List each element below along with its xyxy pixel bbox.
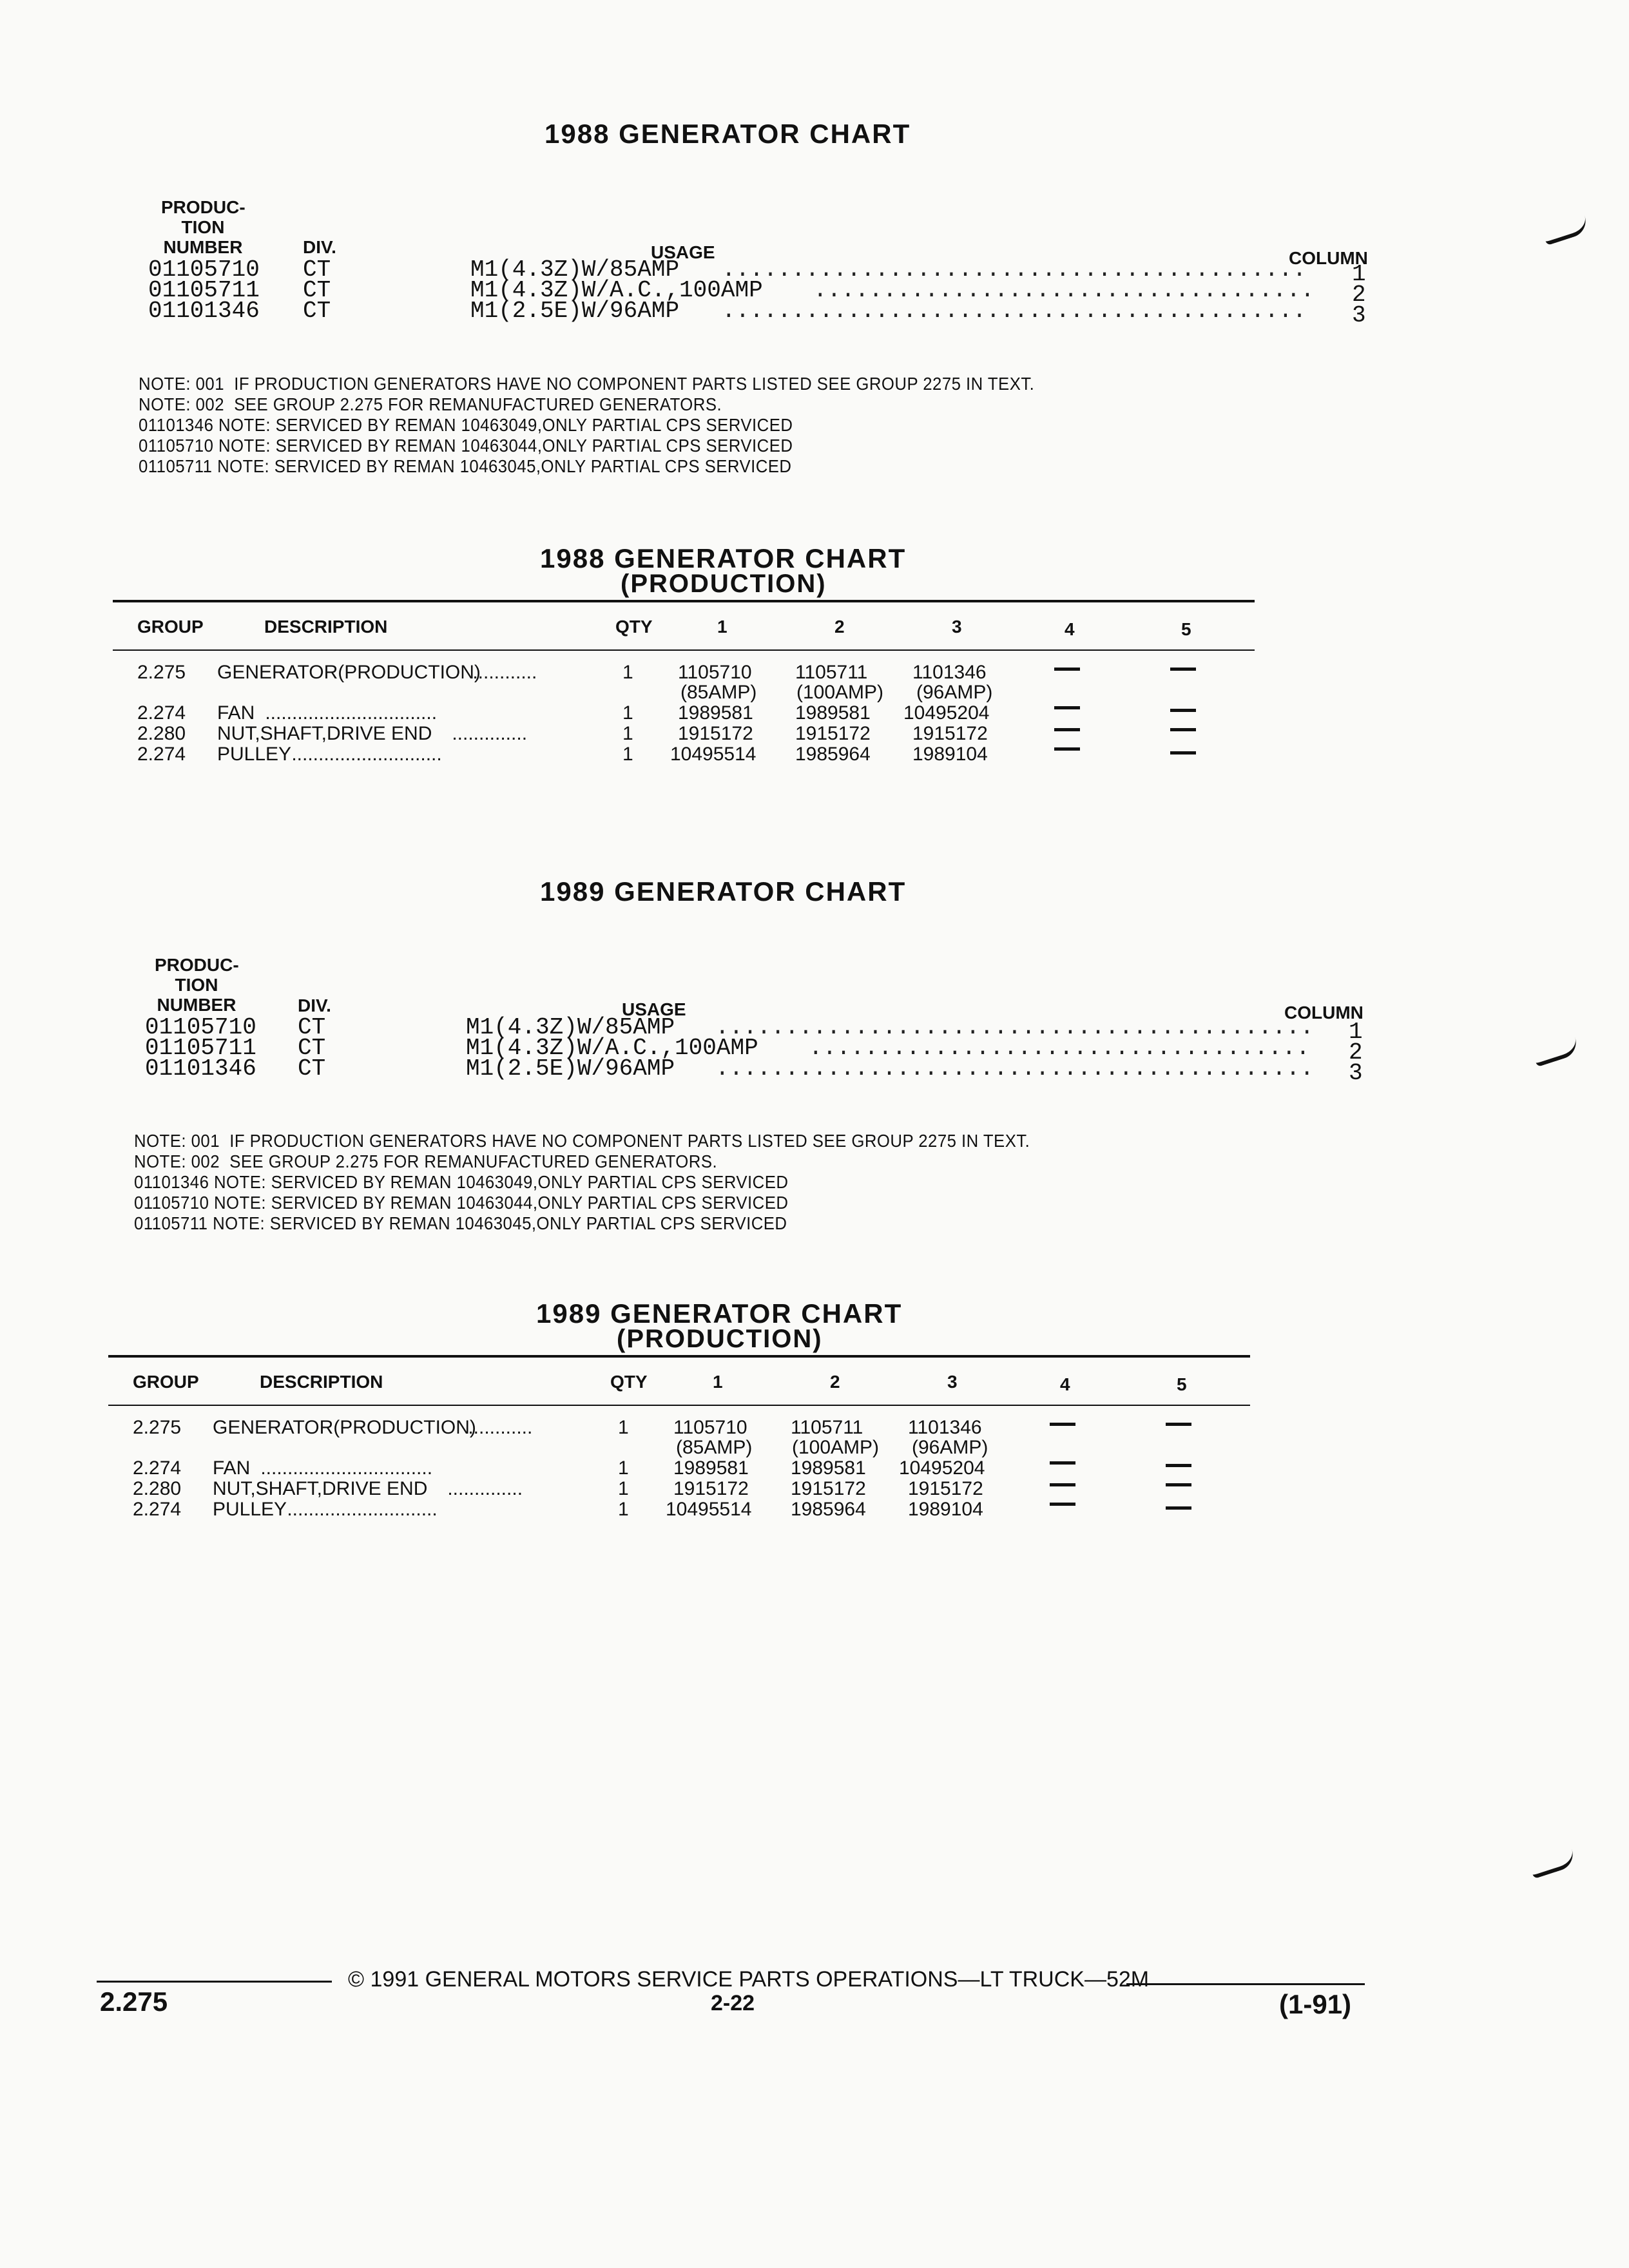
empty-cell-dash	[1170, 668, 1196, 671]
group-cell: 2.280	[137, 723, 186, 744]
revision-date: (1-91)	[1279, 1989, 1352, 2019]
group-cell: 2.274	[133, 1499, 182, 1520]
col-2-cell: 1985964	[791, 1499, 866, 1520]
col-3-header: 3	[947, 1372, 958, 1392]
description-cell: PULLEY	[217, 744, 292, 765]
empty-cell-dash	[1054, 706, 1080, 709]
page-number: 2-22	[711, 1991, 755, 2015]
description-cell: FAN	[217, 702, 255, 724]
description-cell: NUT,SHAFT,DRIVE END	[217, 723, 432, 744]
chart-subtitle: (PRODUCTION)	[621, 570, 827, 598]
qty-cell: 1	[618, 1499, 629, 1520]
production-number: 01105710	[145, 1014, 256, 1041]
footer-rule-right	[1126, 1983, 1365, 1985]
col-2-header: 2	[834, 617, 845, 637]
empty-cell-dash	[1166, 1483, 1191, 1486]
note: NOTE: 001 IF PRODUCTION GENERATORS HAVE NO COMPONENT PARTS LISTED SEE GROUP 2275 IN TEXT.	[139, 374, 1035, 394]
column-number: 1	[1349, 1019, 1363, 1045]
dot-leader: ............	[467, 662, 537, 683]
column-number: 3	[1352, 302, 1366, 329]
production-number: 01105711	[145, 1035, 256, 1061]
section-number: 2.275	[100, 1986, 168, 2017]
qty-cell: 1	[618, 1478, 629, 1499]
col-1-cell: 10495514	[666, 1499, 752, 1520]
chart-title: 1989 GENERATOR CHART	[536, 1298, 903, 1329]
empty-cell-dash	[1166, 1506, 1191, 1510]
empty-cell-dash	[1050, 1461, 1075, 1465]
group-cell: 2.274	[137, 702, 186, 724]
col-3-note: (96AMP)	[916, 682, 993, 703]
col-2-cell: 1915172	[795, 723, 871, 744]
dot-leader: ..............	[442, 1478, 523, 1499]
binder-mark	[1532, 1037, 1581, 1067]
col-1-cell: 1105710	[673, 1417, 747, 1438]
empty-cell-dash	[1050, 1483, 1075, 1486]
col-2-note: (100AMP)	[792, 1437, 880, 1458]
column-number: 2	[1352, 282, 1366, 308]
note: 01101346 NOTE: SERVICED BY REMAN 10463049,ONLY PARTIAL CPS SERVICED	[134, 1172, 789, 1192]
col-4-header: 4	[1065, 619, 1075, 639]
description-cell: GENERATOR(PRODUCTION)	[217, 662, 481, 683]
division: CT	[303, 298, 331, 324]
qty-cell: 1	[618, 1457, 629, 1479]
usage: M1(4.3Z)W/A.C.,100AMP	[466, 1035, 758, 1061]
note: NOTE: 002 SEE GROUP 2.275 FOR REMANUFACTURED GENERATORS.	[139, 394, 722, 414]
production-number: 01101346	[145, 1055, 256, 1082]
col-3-cell: 1101346	[912, 662, 987, 683]
col-2-cell: 1989581	[795, 702, 871, 724]
empty-cell-dash	[1050, 1423, 1075, 1426]
empty-cell-dash	[1054, 668, 1080, 671]
col-3-cell: 1915172	[912, 723, 988, 744]
col-1-cell: 1989581	[678, 702, 753, 724]
col-2-cell: 1985964	[795, 744, 871, 765]
empty-cell-dash	[1166, 1464, 1191, 1467]
col-1-header: 1	[713, 1372, 723, 1392]
col-2-cell: 1989581	[791, 1457, 866, 1479]
division: CT	[298, 1035, 326, 1061]
dot-leader: ...........................................	[715, 1014, 1314, 1041]
table-top-rule	[108, 1355, 1250, 1358]
col-3-cell: 1915172	[908, 1478, 983, 1499]
chart-title: 1988 GENERATOR CHART	[540, 543, 907, 573]
chart-title: 1988 GENERATOR CHART	[545, 119, 911, 149]
group-cell: 2.275	[133, 1417, 182, 1438]
production-number: 01101346	[148, 298, 260, 324]
column-number: 2	[1349, 1039, 1363, 1066]
empty-cell-dash	[1054, 747, 1080, 751]
description-header: DESCRIPTION	[264, 617, 388, 637]
qty-cell: 1	[622, 702, 633, 724]
col-1-cell: 1915172	[678, 723, 753, 744]
note: 01105711 NOTE: SERVICED BY REMAN 10463045,ONLY PARTIAL CPS SERVICED	[139, 456, 792, 476]
copyright-line: © 1991 GENERAL MOTORS SERVICE PARTS OPERATIONS—LT TRUCK—52M	[348, 1967, 1150, 1992]
qty-header: QTY	[610, 1372, 648, 1392]
qty-header: QTY	[615, 617, 653, 637]
column-number: 1	[1352, 261, 1366, 287]
empty-cell-dash	[1050, 1503, 1075, 1506]
table-top-rule	[113, 600, 1255, 602]
group-cell: 2.274	[137, 744, 186, 765]
description-cell: PULLEY	[213, 1499, 287, 1520]
col-3-cell: 10495204	[899, 1457, 985, 1479]
col-1-note: (85AMP)	[680, 682, 757, 703]
empty-cell-dash	[1170, 709, 1196, 712]
dot-leader: ................................	[260, 702, 438, 724]
dot-leader: ..........................................	[722, 256, 1307, 283]
div-header: DIV.	[298, 995, 331, 1015]
usage: M1(2.5E)W/96AMP	[470, 298, 680, 324]
usage: M1(4.3Z)W/85AMP	[466, 1014, 675, 1041]
col-3-cell: 1989104	[912, 744, 988, 765]
usage: M1(4.3Z)W/85AMP	[470, 256, 680, 283]
usage: M1(2.5E)W/96AMP	[466, 1055, 675, 1082]
col-2-note: (100AMP)	[796, 682, 884, 703]
col-1-cell: 10495514	[670, 744, 757, 765]
col-4-header: 4	[1060, 1374, 1070, 1394]
dot-leader: ............................	[282, 1499, 438, 1520]
note: 01105710 NOTE: SERVICED BY REMAN 10463044,ONLY PARTIAL CPS SERVICED	[134, 1193, 789, 1213]
dot-leader: ............................	[286, 744, 442, 765]
production-number-header: PRODUC- TION NUMBER	[161, 197, 246, 257]
col-2-cell: 1915172	[791, 1478, 866, 1499]
col-3-note: (96AMP)	[912, 1437, 988, 1458]
binder-mark	[1529, 1849, 1577, 1879]
description-cell: FAN	[213, 1457, 251, 1479]
empty-cell-dash	[1166, 1423, 1191, 1426]
division: CT	[298, 1055, 326, 1082]
usage-header: USAGE	[622, 999, 686, 1019]
empty-cell-dash	[1170, 728, 1196, 731]
group-cell: 2.280	[133, 1478, 182, 1499]
usage: M1(4.3Z)W/A.C.,100AMP	[470, 277, 763, 303]
qty-cell: 1	[622, 662, 633, 683]
note: 01105710 NOTE: SERVICED BY REMAN 10463044,ONLY PARTIAL CPS SERVICED	[139, 436, 793, 456]
note: 01101346 NOTE: SERVICED BY REMAN 10463049,ONLY PARTIAL CPS SERVICED	[139, 415, 793, 435]
header-rule	[108, 1405, 1250, 1406]
division: CT	[303, 256, 331, 283]
col-3-header: 3	[952, 617, 962, 637]
empty-cell-dash	[1170, 751, 1196, 754]
production-number: 01105711	[148, 277, 260, 303]
qty-cell: 1	[618, 1417, 629, 1438]
col-2-cell: 1105711	[791, 1417, 863, 1438]
group-header: GROUP	[137, 617, 204, 637]
div-header: DIV.	[303, 237, 336, 257]
dot-leader: ..............	[447, 723, 528, 744]
division: CT	[298, 1014, 326, 1041]
column-header: COLUMN	[1284, 1003, 1364, 1023]
chart-subtitle: (PRODUCTION)	[617, 1325, 823, 1353]
col-1-header: 1	[717, 617, 728, 637]
group-cell: 2.274	[133, 1457, 182, 1479]
qty-cell: 1	[622, 744, 633, 765]
dot-leader: ....................................	[809, 1035, 1310, 1061]
group-header: GROUP	[133, 1372, 199, 1392]
usage-header: USAGE	[651, 242, 715, 262]
dot-leader: ............	[463, 1417, 533, 1438]
col-1-cell: 1915172	[673, 1478, 749, 1499]
column-number: 3	[1349, 1060, 1363, 1086]
production-number: 01105710	[148, 256, 260, 283]
dot-leader: ..........................................	[722, 298, 1307, 324]
col-5-header: 5	[1177, 1374, 1187, 1394]
note: NOTE: 002 SEE GROUP 2.275 FOR REMANUFACTURED GENERATORS.	[134, 1151, 718, 1171]
qty-cell: 1	[622, 723, 633, 744]
description-cell: GENERATOR(PRODUCTION)	[213, 1417, 476, 1438]
dot-leader: ....................................	[813, 277, 1315, 303]
col-1-cell: 1989581	[673, 1457, 749, 1479]
dot-leader: ................................	[255, 1457, 433, 1479]
chart-title: 1989 GENERATOR CHART	[540, 876, 907, 907]
description-cell: NUT,SHAFT,DRIVE END	[213, 1478, 428, 1499]
col-1-note: (85AMP)	[676, 1437, 753, 1458]
empty-cell-dash	[1054, 728, 1080, 731]
description-header: DESCRIPTION	[260, 1372, 383, 1392]
footer-rule-left	[97, 1981, 332, 1983]
dot-leader: ...........................................	[715, 1055, 1314, 1082]
group-cell: 2.275	[137, 662, 186, 683]
col-1-cell: 1105710	[678, 662, 752, 683]
division: CT	[303, 277, 331, 303]
production-number-header: PRODUC- TION NUMBER	[155, 955, 239, 1015]
note: NOTE: 001 IF PRODUCTION GENERATORS HAVE NO COMPONENT PARTS LISTED SEE GROUP 2275 IN TEXT.	[134, 1131, 1030, 1151]
header-rule	[113, 649, 1255, 651]
col-2-cell: 1105711	[795, 662, 868, 683]
note: 01105711 NOTE: SERVICED BY REMAN 10463045,ONLY PARTIAL CPS SERVICED	[134, 1213, 787, 1233]
col-3-cell: 10495204	[903, 702, 990, 724]
column-header: COLUMN	[1289, 248, 1368, 268]
binder-mark	[1542, 216, 1590, 245]
col-3-cell: 1989104	[908, 1499, 983, 1520]
col-3-cell: 1101346	[908, 1417, 982, 1438]
col-2-header: 2	[830, 1372, 840, 1392]
col-5-header: 5	[1181, 619, 1191, 639]
